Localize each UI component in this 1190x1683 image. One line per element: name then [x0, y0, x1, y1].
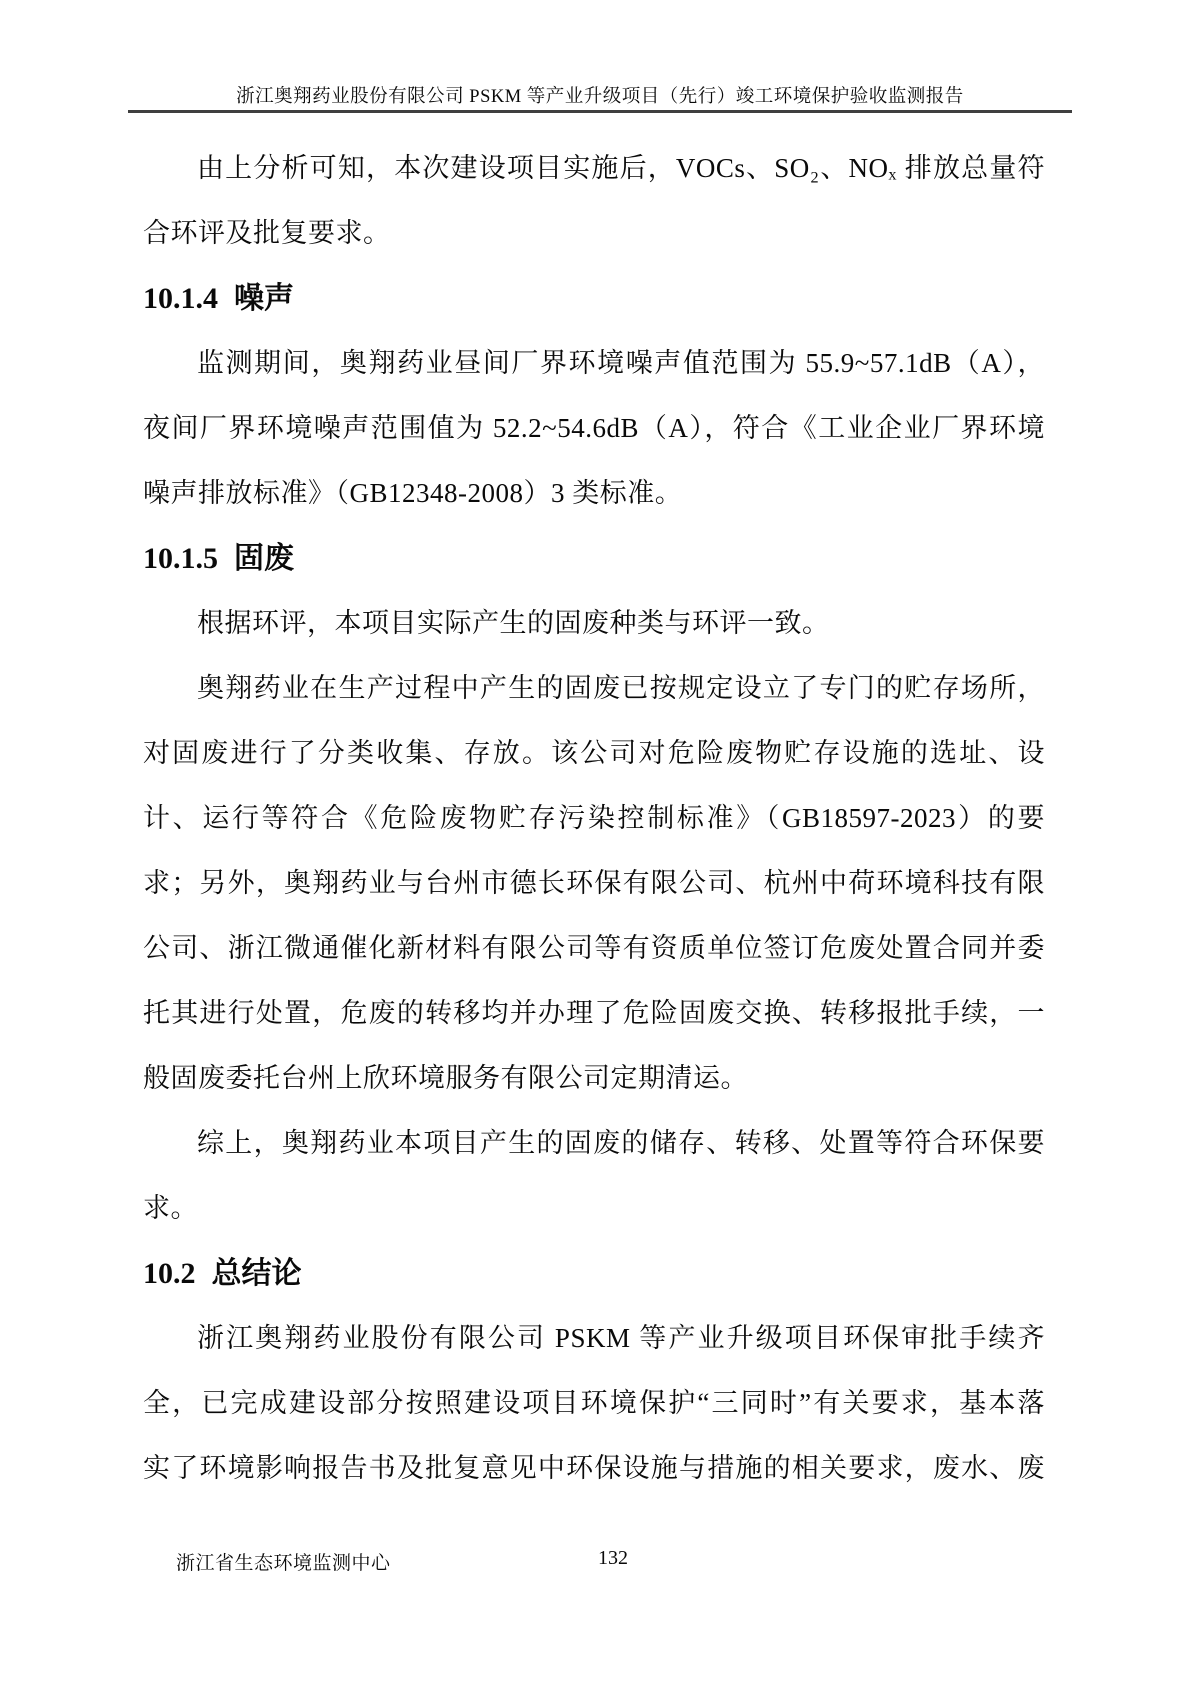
- footer-organization: 浙江省生态环境监测中心: [176, 1553, 391, 1574]
- heading-title: 总结论: [211, 1257, 302, 1290]
- text-line: 夜间厂界环境噪声范围值为 52.2~54.6dB（A），符合《工业企业厂界环境: [143, 413, 1045, 443]
- text-line: 合环评及批复要求。: [143, 218, 391, 248]
- document-body: [143, 136, 1045, 1501]
- text-line: 般固废委托台州上欣环境服务有限公司定期清运。: [143, 1063, 748, 1093]
- heading-number: 10.2: [143, 1257, 196, 1290]
- text-line: 求。: [143, 1193, 198, 1223]
- text-line: 托其进行处置，危废的转移均并办理了危险固废交换、转移报批手续，一: [143, 998, 1045, 1028]
- header-divider: [128, 110, 1072, 113]
- text-line: 计、运行等符合《危险废物贮存污染控制标准》（GB18597-2023）的要: [143, 803, 1045, 833]
- paragraph: [143, 656, 1045, 1111]
- heading-title: 固废: [234, 542, 294, 575]
- heading-number: 10.1.5: [143, 542, 218, 575]
- text-line: 监测期间，奥翔药业昼间厂界环境噪声值范围为 55.9~57.1dB（A），: [197, 348, 1045, 378]
- paragraph: [143, 331, 1045, 526]
- text-line: 实了环境影响报告书及批复意见中环保设施与措施的相关要求，废水、废: [143, 1453, 1045, 1483]
- section-heading: [143, 526, 1045, 591]
- text-line: 奥翔药业在生产过程中产生的固废已按规定设立了专门的贮存场所，: [197, 673, 1045, 703]
- section-heading: [143, 266, 1045, 331]
- text-line: 全，已完成建设部分按照建设项目环境保护“三同时”有关要求，基本落: [143, 1388, 1045, 1418]
- text-line: 噪声排放标准》（GB12348-2008）3 类标准。: [143, 478, 683, 508]
- text-line: 公司、浙江微通催化新材料有限公司等有资质单位签订危废处置合同并委: [143, 933, 1045, 963]
- paragraph: [143, 1306, 1045, 1501]
- text-line: 由上分析可知，本次建设项目实施后，VOCs、SO₂、NOₓ 排放总量符: [197, 153, 1045, 183]
- heading-number: 10.1.4: [143, 282, 218, 315]
- text-line: 浙江奥翔药业股份有限公司 PSKM 等产业升级项目环保审批手续齐: [197, 1323, 1045, 1353]
- heading-title: 噪声: [234, 282, 294, 315]
- text-line: 根据环评，本项目实际产生的固废种类与环评一致。: [197, 608, 830, 638]
- text-line: 综上，奥翔药业本项目产生的固废的储存、转移、处置等符合环保要: [197, 1128, 1045, 1158]
- text-line: 对固废进行了分类收集、存放。该公司对危险废物贮存设施的选址、设: [143, 738, 1045, 768]
- paragraph: [143, 136, 1045, 266]
- section-heading: [143, 1241, 1045, 1306]
- paragraph: [143, 1111, 1045, 1241]
- paragraph: [143, 591, 1045, 656]
- footer-page-number: 132: [598, 1547, 628, 1569]
- page-header-title: 浙江奥翔药业股份有限公司 PSKM 等产业升级项目（先行）竣工环境保护验收监测报告: [236, 87, 964, 107]
- text-line: 求；另外，奥翔药业与台州市德长环保有限公司、杭州中荷环境科技有限: [143, 868, 1045, 898]
